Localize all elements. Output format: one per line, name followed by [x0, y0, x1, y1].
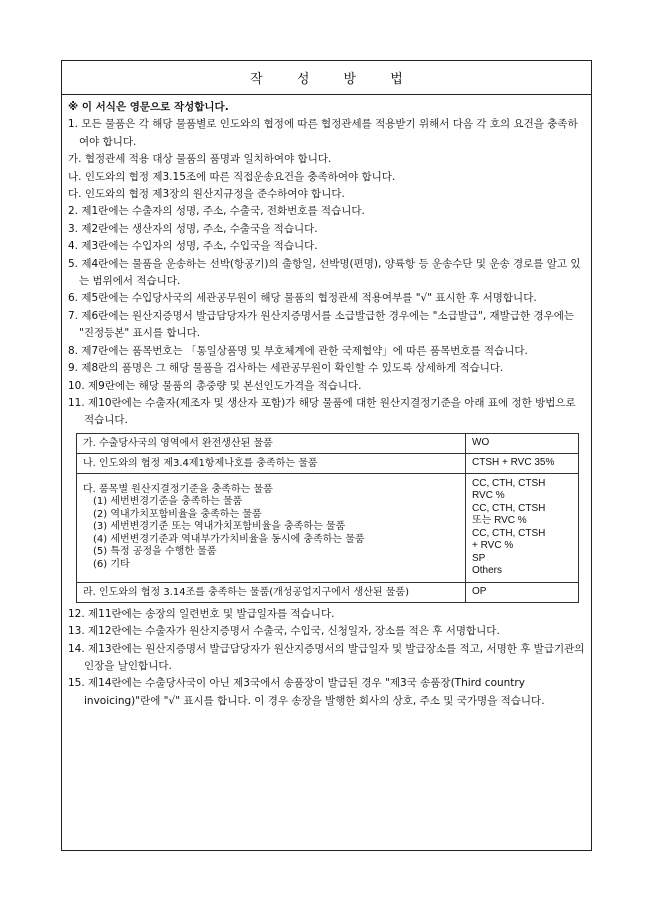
- instruction-subitem: 다. 인도와의 협정 제3장의 원산지규정을 준수하여야 합니다.: [68, 188, 345, 201]
- criteria-subitem: (2) 역내가치포함비율을 충족하는 물품: [93, 508, 262, 520]
- instruction-item: 9. 제8란의 품명은 그 해당 물품을 검사하는 세관공무원이 확인할 수 있도록 상세하게 적습니다.: [68, 362, 504, 375]
- instruction-item: 11. 제10란에는 수출자(제조자 및 생산자 포함)가 해당 물품에 대한 원산지결정기준을 아래 표에 정한 방법으로 적습니다.: [68, 396, 576, 427]
- table-row: [77, 582, 579, 602]
- instruction-item: 15. 제14란에는 수출당사국이 아닌 제3국에서 송품장이 발급된 경우 "제3국 송품장(Third country invoicing)"란에 "√" 표시를 합니다. 이 경우 송장을 발행한 회사의 상호, 주소 및 국가명을 적습니다.: [68, 677, 545, 707]
- criteria-code-line: CC, CTH, CTSH: [472, 502, 546, 514]
- instruction-item: 14. 제13란에는 원산지증명서 발급담당자가 원산지증명서의 발급일자 및 발급장소를 적고, 서명한 후 발급기관의 인장을 날인합니다.: [68, 642, 585, 672]
- criteria-code-line: + RVC %: [472, 540, 514, 552]
- criteria-subitem: (1) 세번변경기준을 충족하는 물품: [93, 496, 243, 508]
- instruction-subitem: 가. 협정관세 적용 대상 물품의 품명과 일치하여야 합니다.: [68, 153, 332, 166]
- criteria-description: 라. 인도와의 협정 3.14조를 충족하는 물품(개성공업지구에서 생산된 물품): [77, 582, 466, 602]
- criteria-description: 가. 수출당사국의 영역에서 완전생산된 물품: [77, 433, 466, 453]
- criteria-code-line: RVC %: [472, 490, 505, 502]
- instruction-item: 2. 제1란에는 수출자의 성명, 주소, 수출국, 전화번호를 적습니다.: [68, 205, 365, 218]
- title-bar: [62, 61, 591, 95]
- instruction-item: 6. 제5란에는 수입당사국의 세관공무원이 해당 물품의 협정관세 적용여부를 "√" 표시한 후 서명합니다.: [68, 292, 537, 305]
- criteria-subitem: (5) 특정 공정을 수행한 물품: [93, 546, 217, 558]
- instruction-item: 10. 제9란에는 해당 물품의 총중량 및 본선인도가격을 적습니다.: [68, 379, 362, 392]
- instruction-subitem: 나. 인도와의 협정 제3.15조에 따른 직접운송요건을 충족하여야 합니다.: [68, 170, 396, 183]
- table-row: [77, 473, 579, 582]
- instruction-item: 7. 제6란에는 원산지증명서 발급담당자가 원산지증명서를 소급발급한 경우에는 "소급발급", 재발급한 경우에는 "진정등본" 표시를 합니다.: [68, 309, 575, 340]
- criteria-code-group: [466, 473, 579, 582]
- criteria-code-line: SP: [472, 552, 486, 564]
- criteria-code-line: 또는 RVC %: [472, 515, 527, 527]
- instruction-item: 12. 제11란에는 송장의 일련번호 및 발급일자를 적습니다.: [68, 607, 335, 620]
- instruction-item: 5. 제4란에는 물품을 운송하는 선박(항공기)의 출항일, 선박명(편명), 양륙항 등 운송수단 및 운송 경로를 알고 있는 범위에서 적습니다.: [68, 257, 581, 288]
- note-text: ※ 이 서식은 영문으로 작성합니다.: [68, 101, 229, 113]
- criteria-code-line: CC, CTH, CTSH: [472, 477, 546, 489]
- criteria-group-title: 다. 품목별 원산지결정기준을 충족하는 물품: [83, 483, 273, 495]
- criteria-code: CTSH + RVC 35%: [466, 453, 579, 473]
- page-title: 작 성 방 법: [250, 72, 418, 87]
- origin-criteria-table: [76, 433, 579, 603]
- table-row: [77, 453, 579, 473]
- instructions-body: [62, 95, 591, 710]
- table-row: [77, 433, 579, 453]
- instruction-item: 3. 제2란에는 생산자의 성명, 주소, 수출국을 적습니다.: [68, 222, 318, 235]
- criteria-code-line: CC, CTH, CTSH: [472, 527, 546, 539]
- criteria-subitem: (6) 기타: [93, 558, 130, 570]
- instruction-item: 8. 제7란에는 품목번호는 「통일상품명 및 부호체계에 관한 국제협약」에 따른 품목번호를 적습니다.: [68, 344, 528, 357]
- instructions-frame: [61, 60, 592, 851]
- criteria-code-line: Others: [472, 565, 503, 577]
- instruction-item: 4. 제3란에는 수입자의 성명, 주소, 수입국을 적습니다.: [68, 240, 318, 253]
- criteria-subitem: (4) 세번변경기준과 역내부가가치비율을 동시에 충족하는 물품: [93, 533, 365, 545]
- instruction-item: 1. 모든 물품은 각 해당 물품별로 인도와의 협정에 따른 협정관세를 적용받기 위해서 다음 각 호의 요건을 충족하여야 합니다.: [68, 118, 578, 148]
- criteria-code: WO: [466, 433, 579, 453]
- criteria-subitem: (3) 세번변경기준 또는 역내가치포함비율을 충족하는 물품: [93, 521, 346, 533]
- criteria-description: 나. 인도와의 협정 제3.4제1항제나호를 충족하는 물품: [77, 453, 466, 473]
- criteria-code: OP: [466, 582, 579, 602]
- criteria-description-group: [77, 473, 466, 582]
- instruction-item: 13. 제12란에는 수출자가 원산지증명서 수출국, 수입국, 신청일자, 장소를 적은 후 서명합니다.: [68, 625, 500, 638]
